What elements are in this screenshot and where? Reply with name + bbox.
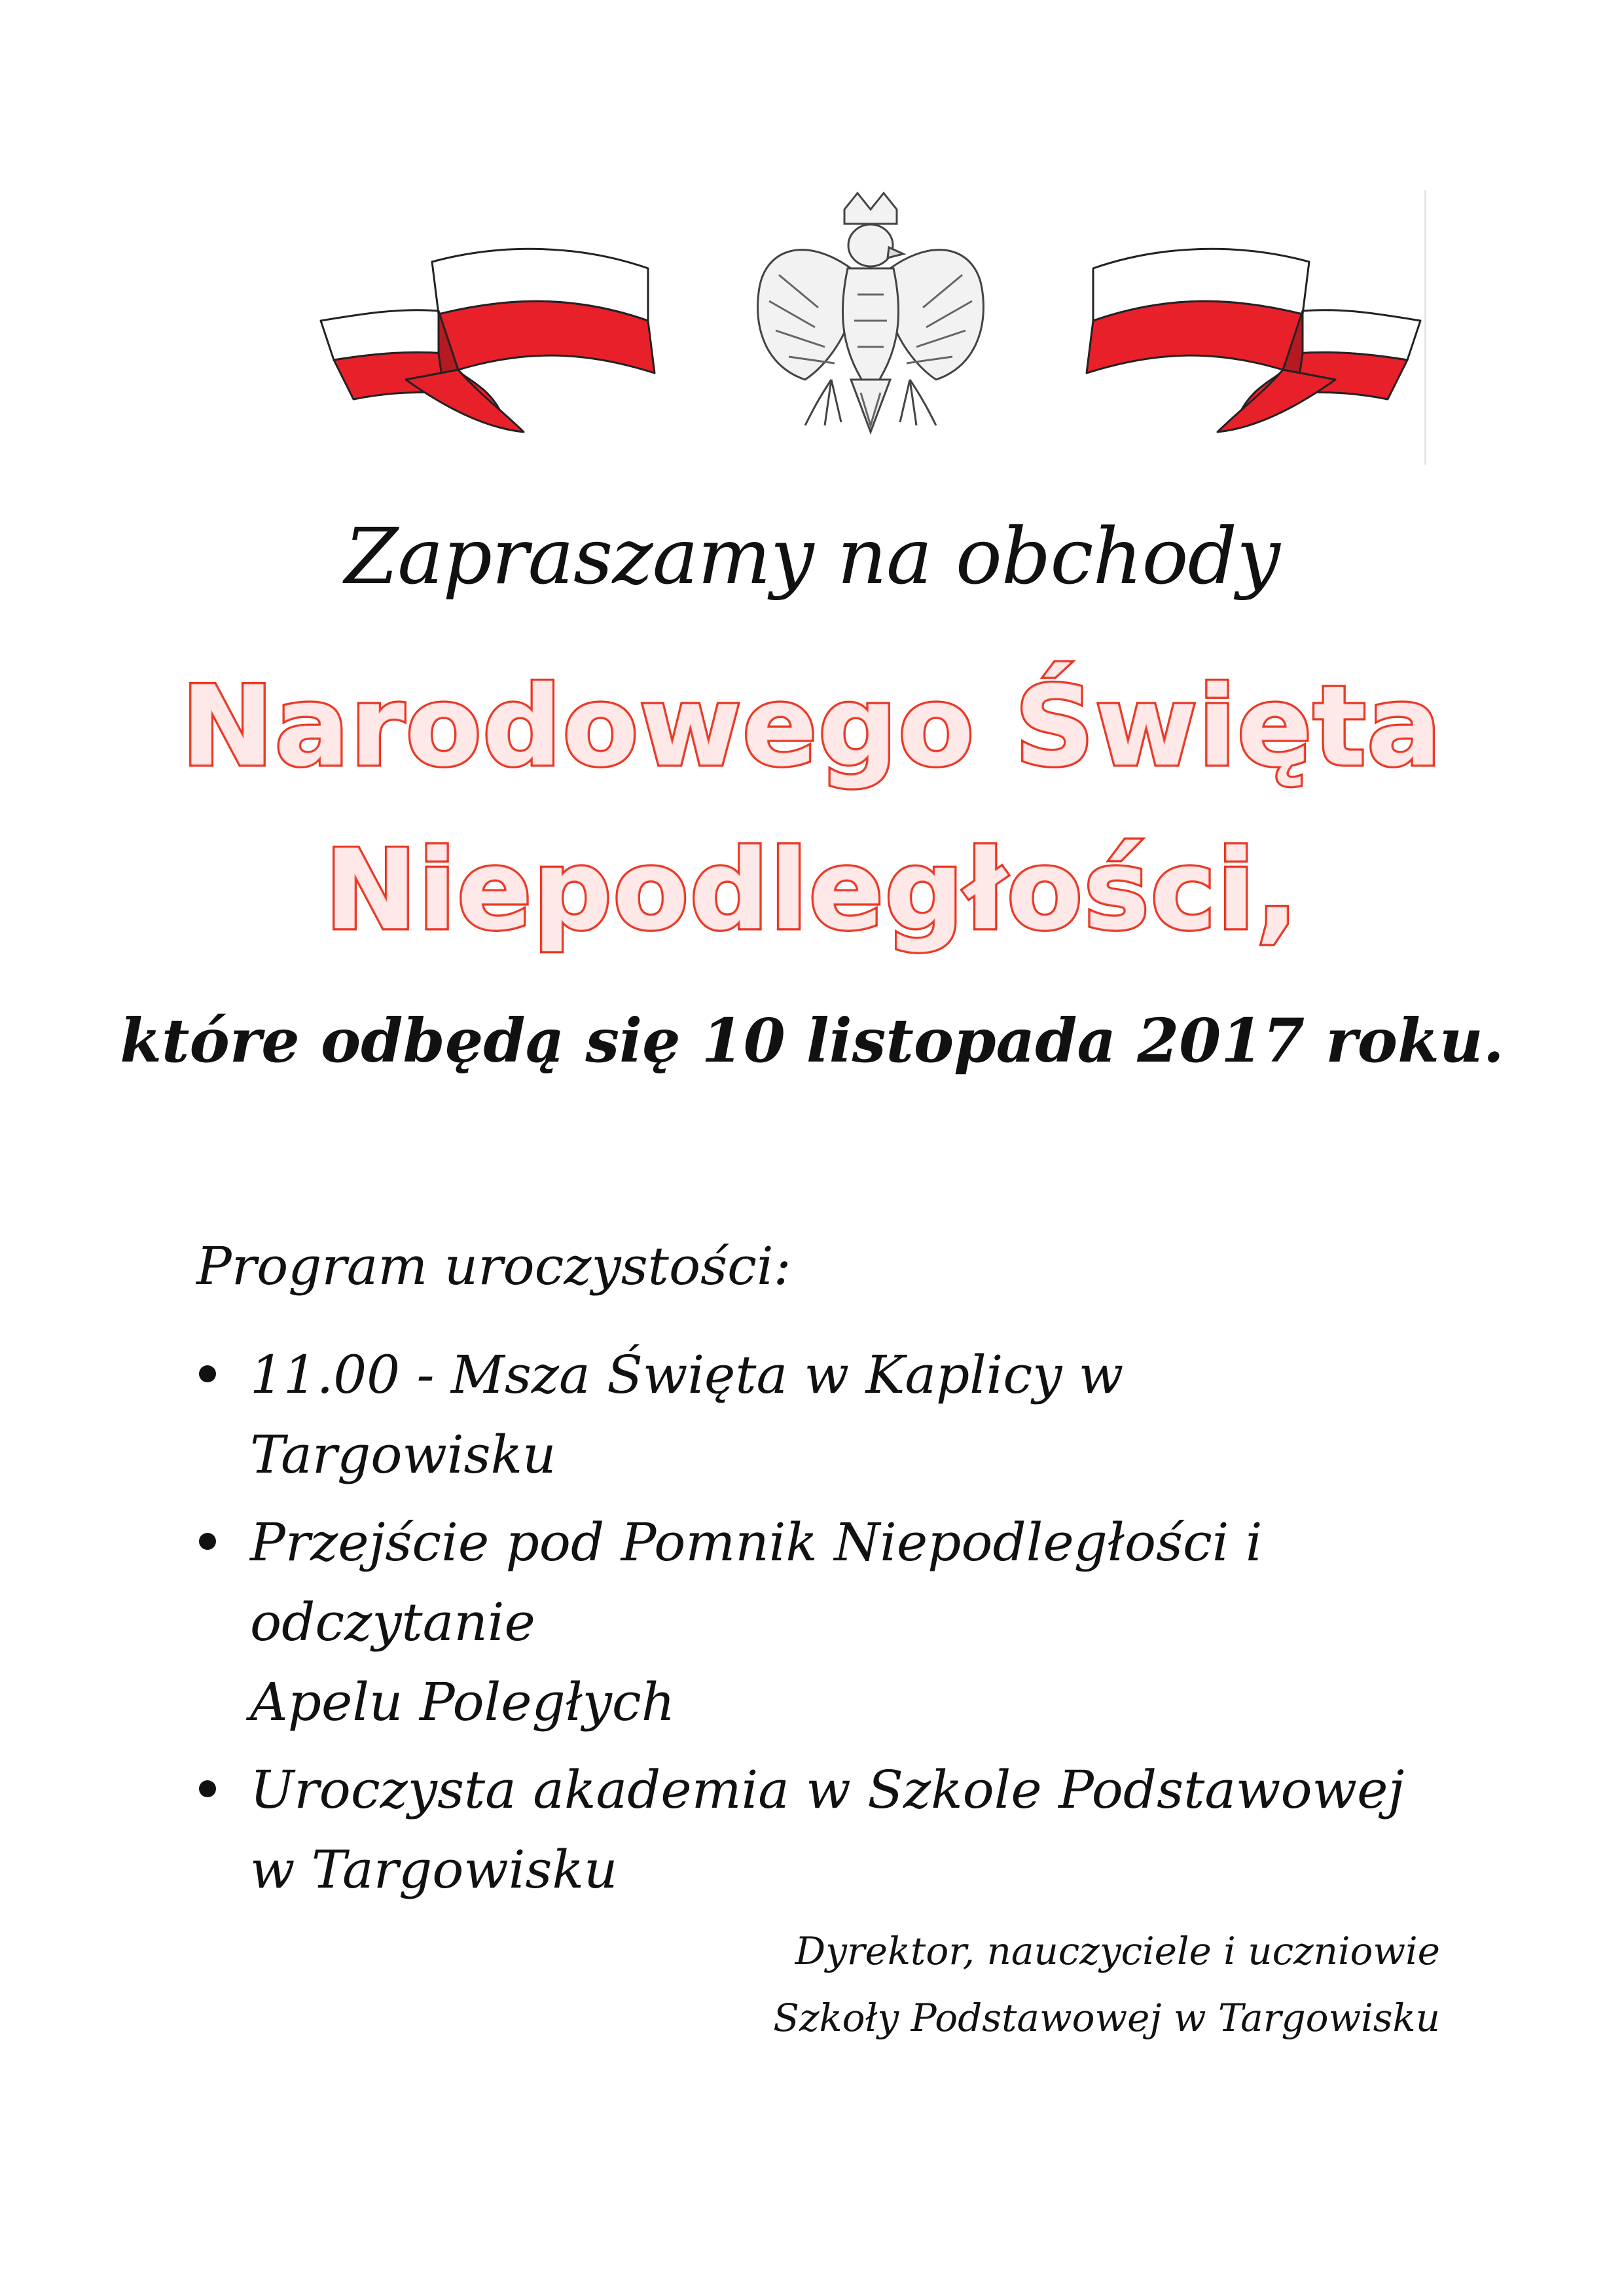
bullet-icon: [199, 1780, 216, 1797]
program-item: [196, 1750, 1440, 1910]
bullet-icon: [199, 1365, 216, 1382]
eagle-emblem-icon: [758, 193, 984, 432]
left-flag-ribbon: [321, 249, 655, 432]
program-item-line: 11.00 - Msza Święta w Kaplicy w Targowisku: [250, 1344, 1124, 1485]
signature-line-2: Szkoły Podstawowej w Targowisku: [773, 1996, 1440, 2040]
header-graphic: [308, 183, 1434, 471]
program-item-line: Uroczysta akademia w Szkole Podstawowej: [250, 1759, 1405, 1820]
headline-line-2: Niepodległości,: [325, 826, 1299, 954]
program-item-line-continued: w Targowisku: [250, 1839, 618, 1900]
right-flag-ribbon: [1087, 249, 1420, 432]
program-item: [196, 1335, 1440, 1495]
invite-line: Zapraszamy na obchody: [344, 511, 1280, 601]
program-item: [196, 1503, 1440, 1742]
signature-block: [773, 1918, 1440, 2051]
program-list: [196, 1335, 1440, 1918]
scan-edge-line: [1424, 190, 1426, 465]
program-label: Program uroczystości:: [196, 1236, 791, 1297]
program-item-line: Przejście pod Pomnik Niepodległości i odczytanie: [250, 1512, 1263, 1653]
headline-line-1: Narodowego Święta: [181, 662, 1443, 791]
event-date-line: które odbędą się 10 listopada 2017 roku.: [120, 1005, 1504, 1076]
signature-line-1: Dyrektor, nauczyciele i uczniowie: [795, 1929, 1440, 1973]
program-item-line-continued: Apelu Poległych: [250, 1672, 676, 1732]
bullet-icon: [199, 1533, 216, 1550]
